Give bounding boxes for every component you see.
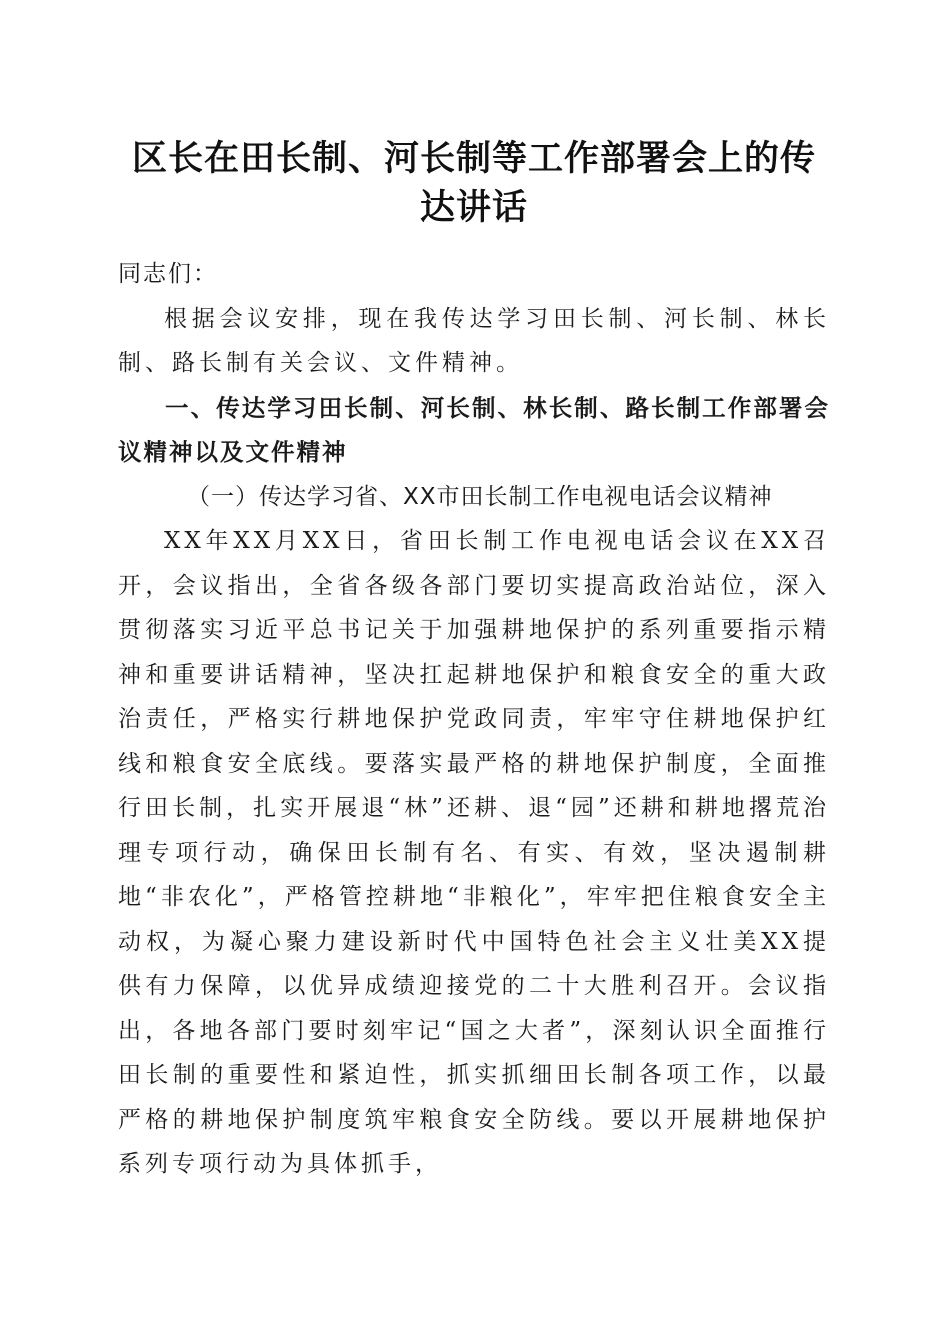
intro-paragraph: 根据会议安排，现在我传达学习田长制、河长制、林长制、路长制有关会议、文件精神。 [118,305,830,376]
section-heading: 一、传达学习田长制、河长制、林长制、路长制工作部署会议精神以及文件精神 [118,393,830,466]
document-title: 区长在田长制、河长制等工作部署会上的传达讲话 [131,138,816,228]
document-body [118,252,830,1187]
subsection-heading: （一）传达学习省、XX市田长制工作电视电话会议精神 [187,483,773,510]
body-paragraph: XX年XX月XX日，省田长制工作电视电话会议在XX召开，会议指出，全省各级各部门要切实提高政治站位，深入贯彻落实习近平总书记关于加强耕地保护的系列重要指示精神和重要讲话精神，坚决扛起耕地保护和粮食安全的重大政治责任，严格实行耕地保护党政同责，牢牢守住耕地保护红线和粮食安全底线。要落实最严格的耕地保护制度，全面推行田长制，扎实开展退“林”还耕、退“园”还耕和耕地撂荒治理专项行动，确保田长制有名、有实、有效，坚决遏制耕地“非农化”，严格管控耕地“非粮化”，牢牢把住粮食安全主动权，为凝心聚力建设新时代中国特色社会主义壮美XX提供有力保障，以优异成绩迎接党的二十大胜利召开。会议指出，各地各部门要时刻牢记“国之大者”，深刻认识全面推行田长制的重要性和紧迫性，抓实抓细田长制各项工作，以最严格的耕地保护制度筑牢粮食安全防线。要以开展耕地保护系列专项行动为具体抓手， [118,528,830,1177]
greeting: 同志们： [118,261,218,287]
